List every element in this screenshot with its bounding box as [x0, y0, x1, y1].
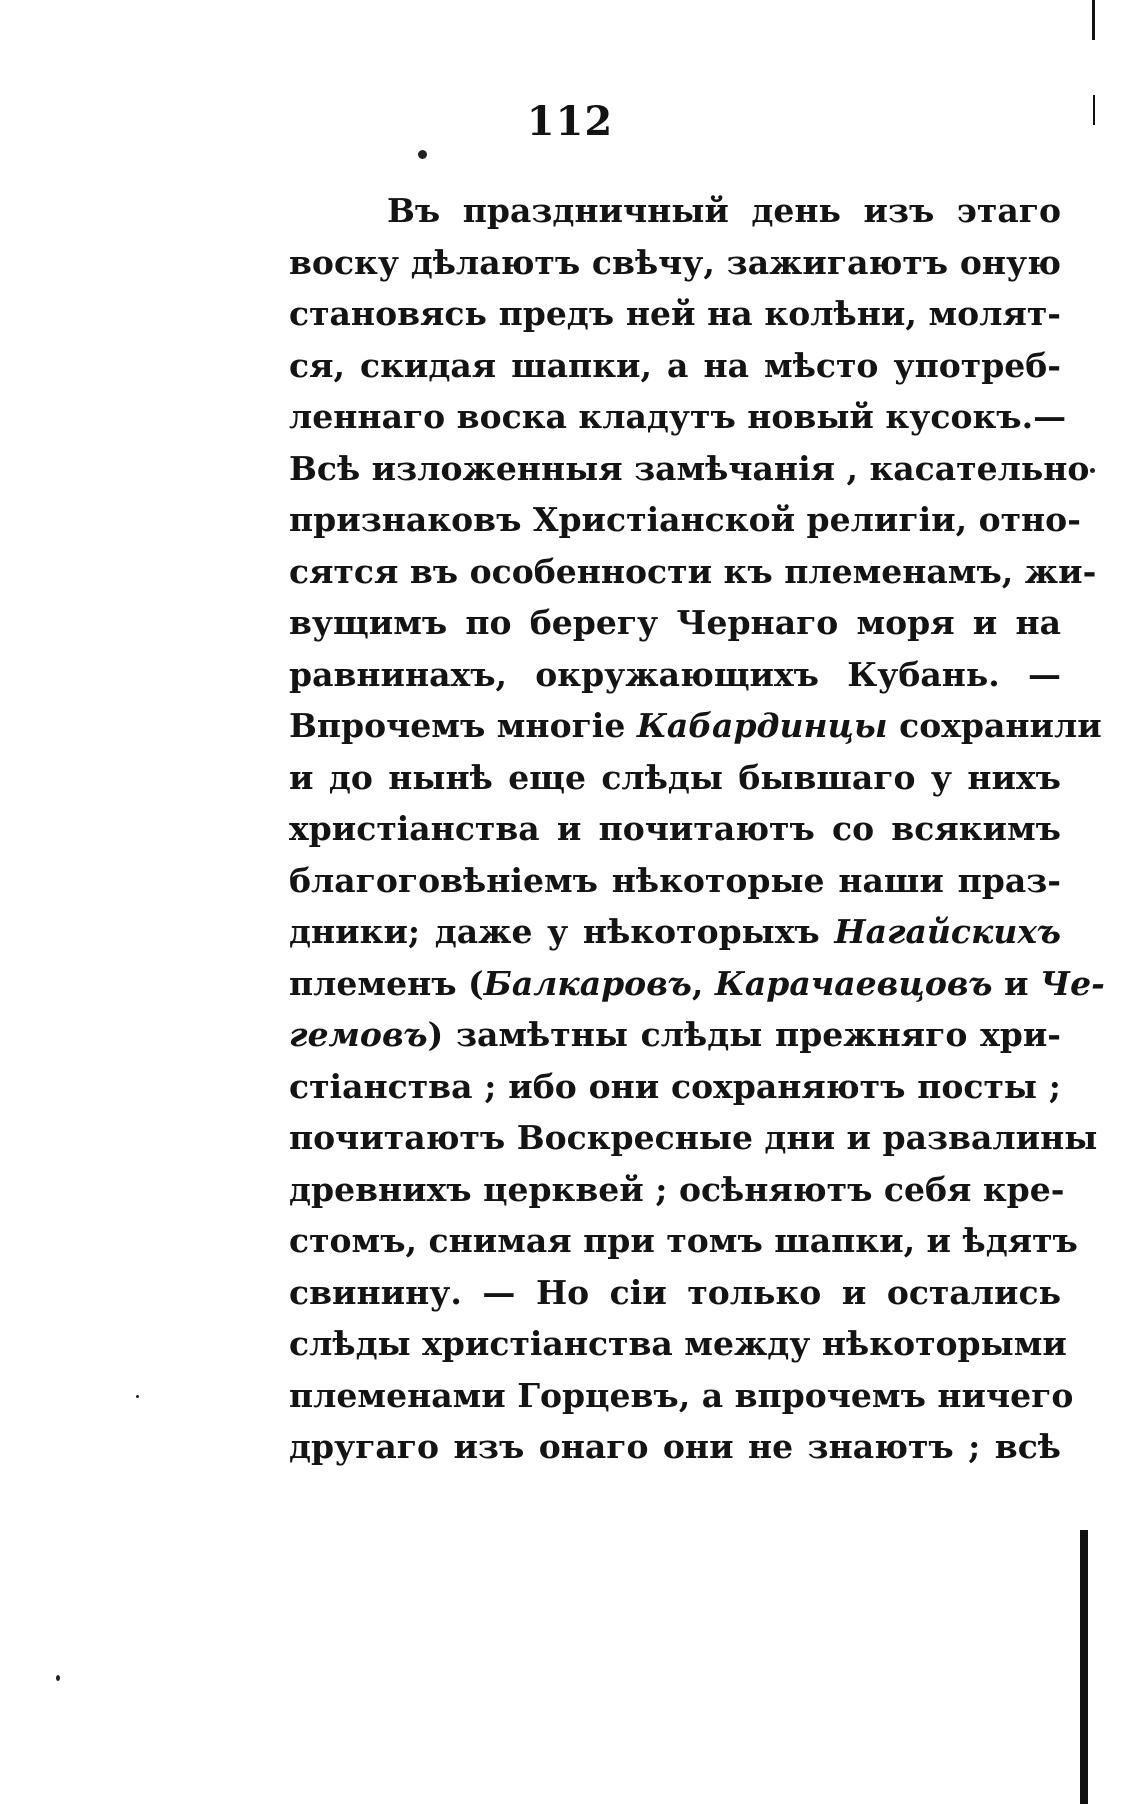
- body-text: [289, 185, 1105, 1473]
- text-segment: другаго изъ онаго они не знаютъ ; всѣ: [289, 1427, 1061, 1466]
- text-segment: Въ праздничный день изъ этаго: [387, 191, 1061, 230]
- text-line: [289, 1009, 1061, 1061]
- text-segment: почитаютъ Воскресные дни и развалины: [289, 1118, 1098, 1157]
- italic-proper-name: гемовъ: [289, 1015, 428, 1054]
- text-segment: ) замѣтны слѣды прежняго хри-: [427, 1015, 1061, 1054]
- italic-proper-name: Карачаевцовъ: [714, 963, 993, 1003]
- text-line: [289, 700, 1102, 752]
- text-segment: ся, скидая шапки, а на мѣсто употреб-: [289, 345, 1061, 385]
- text-line: [289, 288, 1061, 340]
- text-segment: христіанства и почитаютъ со всякимъ: [289, 809, 1061, 848]
- text-segment: слѣды христіанства между нѣкоторыми: [289, 1324, 1067, 1363]
- scan-speck: [418, 150, 427, 159]
- scan-speck: [136, 1395, 139, 1398]
- text-line: [289, 958, 1105, 1010]
- scan-edge-mark: [1092, 0, 1095, 40]
- text-line: [289, 391, 1067, 443]
- text-line: [289, 1215, 1078, 1267]
- text-line: [289, 1370, 1074, 1422]
- text-line: [289, 1318, 1067, 1370]
- text-segment: Впрочемъ многіе: [289, 706, 637, 745]
- text-line: [289, 185, 1061, 237]
- text-segment: стіанства ; ибо они сохраняютъ посты ;: [289, 1066, 1061, 1106]
- text-segment: равнинахъ, окружающихъ Кубань. —: [289, 654, 1061, 694]
- text-line: [289, 546, 1097, 598]
- text-segment: древнихъ церквей ; осѣняютъ себя кре-: [289, 1169, 1065, 1209]
- text-segment: дники; даже у нѣкоторыхъ: [289, 912, 835, 951]
- text-segment: вущимъ по берегу Чернаго моря и на: [289, 603, 1061, 642]
- text-segment: благоговѣніемъ нѣкоторые наши праз-: [289, 860, 1061, 900]
- text-segment: становясь предъ ней на колѣни, молят-: [289, 294, 1061, 333]
- text-line: [289, 1164, 1065, 1216]
- italic-proper-name: Балкаровъ: [483, 963, 692, 1003]
- text-line: [289, 752, 1061, 804]
- scan-edge-mark: [1093, 95, 1095, 125]
- scan-speck: [56, 1675, 60, 1681]
- text-line: [289, 1421, 1061, 1473]
- text-line: [289, 855, 1061, 907]
- text-segment: леннаго воска кладутъ новый кусокъ.—: [289, 397, 1067, 436]
- page-number: 112: [526, 98, 614, 145]
- text-line: [289, 494, 1081, 546]
- text-segment: племенъ (: [289, 963, 484, 1003]
- text-line: [289, 803, 1061, 855]
- italic-proper-name: Нагайскихъ: [834, 912, 1061, 951]
- text-segment: Всѣ изложенныя замѣчанія , касательно: [289, 448, 1090, 488]
- text-segment: сятся въ особенности къ племенамъ, жи-: [289, 551, 1097, 591]
- text-segment: племенами Горцевъ, а впрочемъ ничего: [289, 1375, 1074, 1415]
- text-segment: признаковъ Христіанской религіи, отно-: [289, 500, 1081, 539]
- text-segment: свинину. — Но сіи только и остались: [289, 1272, 1061, 1312]
- text-segment: ,: [691, 963, 715, 1003]
- text-line: [289, 237, 1061, 289]
- text-segment: и: [992, 963, 1040, 1003]
- text-line: [289, 1267, 1061, 1319]
- scan-speck: [1090, 468, 1095, 473]
- text-line: [289, 597, 1061, 649]
- text-line: [289, 1061, 1061, 1113]
- text-segment: воску дѣлаютъ свѣчу, зажигаютъ оную: [289, 242, 1061, 282]
- text-segment: и до нынѣ еще слѣды бывшаго у нихъ: [289, 757, 1061, 797]
- text-line: [289, 649, 1061, 701]
- italic-proper-name: Кабардинцы: [636, 706, 888, 745]
- italic-proper-name: Че-: [1040, 963, 1105, 1003]
- text-line: [289, 1112, 1098, 1164]
- text-segment: стомъ, снимая при томъ шапки, и ѣдятъ: [289, 1221, 1078, 1260]
- text-segment: сохранили: [887, 706, 1102, 745]
- text-line: [289, 443, 1090, 495]
- scan-edge-mark: [1080, 1530, 1088, 1804]
- text-line: [289, 340, 1061, 392]
- text-line: [289, 906, 1061, 958]
